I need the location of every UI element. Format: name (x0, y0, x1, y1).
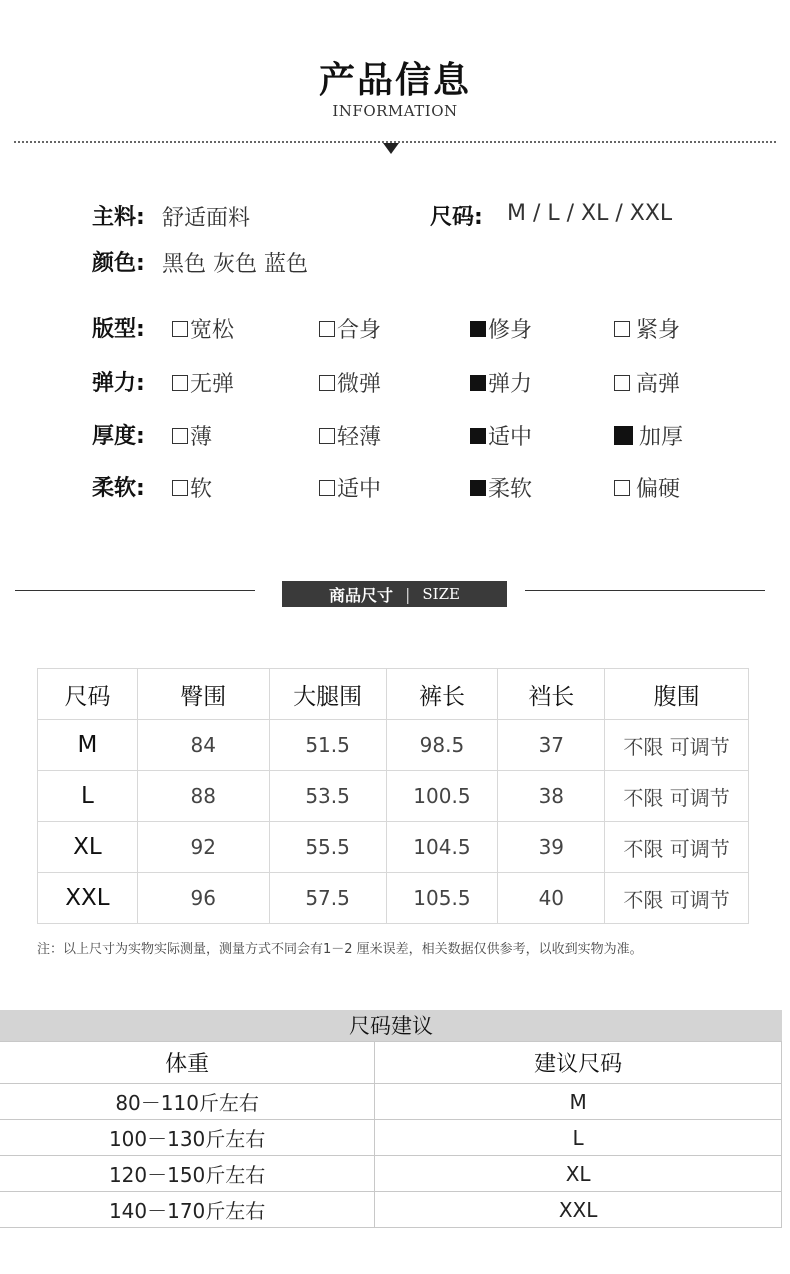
checkbox-icon (172, 375, 188, 391)
checkbox-icon (172, 480, 188, 496)
table-header-cell: 尺码 (38, 669, 138, 720)
attr-option: 适中 (319, 472, 381, 503)
table-cell: 120－150斤左右 (0, 1156, 375, 1192)
table-row (0, 1084, 782, 1120)
checkbox-checked-icon (614, 426, 633, 445)
attr-option: 适中 (470, 420, 532, 451)
table-row (38, 771, 749, 822)
table-cell: 80－110斤左右 (0, 1084, 375, 1120)
attr-option: 微弹 (319, 367, 381, 398)
checkbox-icon (319, 480, 335, 496)
attr-option: 紧身 (614, 313, 680, 344)
table-header-row (0, 1042, 782, 1084)
attr-option: 无弹 (172, 367, 234, 398)
table-cell: XL (38, 822, 138, 873)
size-section-banner (282, 581, 507, 607)
page-title: 产品信息 (318, 60, 471, 101)
table-cell: XL (375, 1156, 782, 1192)
divider-left (15, 590, 255, 591)
divider-right (525, 590, 765, 591)
attr-option: 偏硬 (614, 472, 680, 503)
table-cell: XXL (38, 873, 138, 924)
table-cell: M (38, 720, 138, 771)
table-cell: 不限 可调节 (605, 720, 749, 771)
banner-subtitle: SIZE (422, 585, 460, 603)
table-cell: 92 (137, 822, 269, 873)
attr-option: 弹力 (470, 367, 532, 398)
table-cell: L (375, 1120, 782, 1156)
page-subtitle: INFORMATION (332, 102, 458, 120)
table-cell: 51.5 (269, 720, 386, 771)
table-cell: XXL (375, 1192, 782, 1228)
table-cell: 38 (498, 771, 605, 822)
size-table (37, 668, 749, 924)
banner-title: 商品尺寸 (329, 585, 394, 605)
attr-option: 薄 (172, 420, 212, 451)
banner-separator: | (405, 584, 411, 604)
table-cell: 105.5 (386, 873, 498, 924)
table-cell: 140－170斤左右 (0, 1192, 375, 1228)
table-cell: 不限 可调节 (605, 873, 749, 924)
attr-option: 加厚 (614, 420, 683, 451)
table-cell: M (375, 1084, 782, 1120)
table-header-cell: 裆长 (498, 669, 605, 720)
table-header-row (38, 669, 749, 720)
checkbox-checked-icon (470, 375, 486, 391)
attr-label-softness: 柔软: (92, 476, 145, 501)
attr-option: 轻薄 (319, 420, 381, 451)
checkbox-icon (614, 321, 630, 337)
attr-option: 修身 (470, 313, 532, 344)
table-cell: 37 (498, 720, 605, 771)
table-header-cell: 体重 (0, 1042, 375, 1084)
table-cell: 不限 可调节 (605, 822, 749, 873)
checkbox-icon (614, 480, 630, 496)
table-row (38, 822, 749, 873)
attr-option: 合身 (319, 313, 381, 344)
checkbox-icon (319, 375, 335, 391)
table-row (0, 1156, 782, 1192)
attr-label-elasticity: 弹力: (92, 371, 145, 396)
recommend-table (0, 1041, 782, 1228)
attr-option: 柔软 (470, 472, 532, 503)
checkbox-checked-icon (470, 480, 486, 496)
table-cell: 39 (498, 822, 605, 873)
checkbox-icon (172, 428, 188, 444)
color-value: 黑色 灰色 蓝色 (162, 252, 308, 277)
table-row (38, 720, 749, 771)
table-row (38, 873, 749, 924)
checkbox-checked-icon (470, 428, 486, 444)
table-cell: 55.5 (269, 822, 386, 873)
attr-label-thickness: 厚度: (92, 424, 145, 449)
material-value: 舒适面料 (162, 206, 251, 231)
attr-option: 高弹 (614, 367, 680, 398)
table-cell: 40 (498, 873, 605, 924)
table-cell: 104.5 (386, 822, 498, 873)
checkbox-checked-icon (470, 321, 486, 337)
table-row (0, 1192, 782, 1228)
table-cell: 53.5 (269, 771, 386, 822)
material-label: 主料: (92, 205, 145, 230)
measurement-note: 注：以上尺寸为实物实际测量，测量方式不同会有1－2 厘米误差，相关数据仅供参考，以收到实物为准。 (37, 942, 643, 957)
attr-option: 软 (172, 472, 212, 503)
checkbox-icon (614, 375, 630, 391)
table-header-cell: 臀围 (137, 669, 269, 720)
table-header-cell: 腹围 (605, 669, 749, 720)
size-value: M / L / XL / XXL (507, 201, 673, 226)
checkbox-icon (319, 428, 335, 444)
table-header-cell: 裤长 (386, 669, 498, 720)
table-header-cell: 建议尺码 (375, 1042, 782, 1084)
checkbox-icon (172, 321, 188, 337)
table-cell: 96 (137, 873, 269, 924)
table-cell: L (38, 771, 138, 822)
table-cell: 100－130斤左右 (0, 1120, 375, 1156)
attr-label-fit: 版型: (92, 317, 145, 342)
table-cell: 84 (137, 720, 269, 771)
recommend-title: 尺码建议 (0, 1010, 782, 1041)
table-header-cell: 大腿围 (269, 669, 386, 720)
table-cell: 88 (137, 771, 269, 822)
size-label: 尺码: (430, 205, 483, 230)
table-row (0, 1120, 782, 1156)
attr-option: 宽松 (172, 313, 234, 344)
table-cell: 57.5 (269, 873, 386, 924)
table-cell: 98.5 (386, 720, 498, 771)
table-cell: 100.5 (386, 771, 498, 822)
table-cell: 不限 可调节 (605, 771, 749, 822)
color-label: 颜色: (92, 251, 145, 276)
checkbox-icon (319, 321, 335, 337)
triangle-down-icon (383, 143, 399, 154)
